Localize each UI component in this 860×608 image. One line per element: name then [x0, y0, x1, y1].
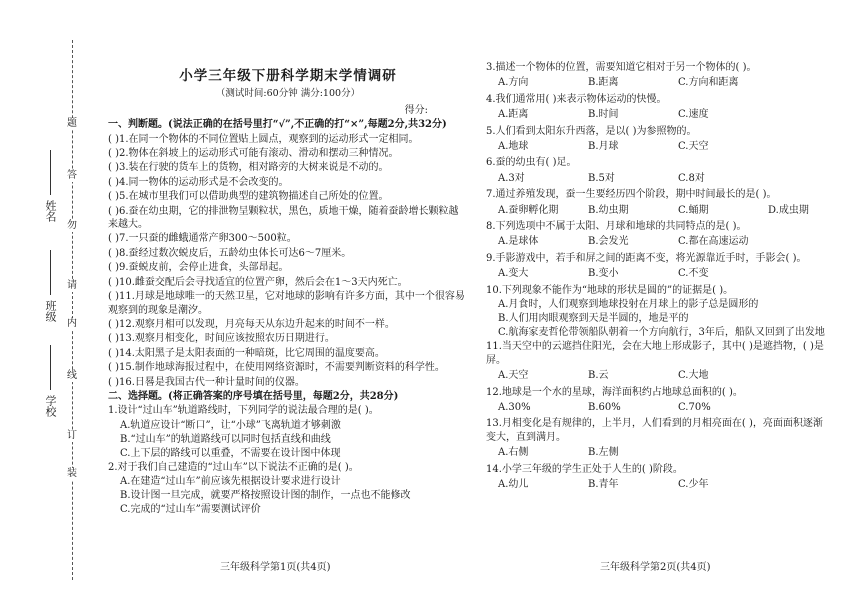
question-5-options	[486, 140, 831, 153]
option: A.距离	[498, 109, 529, 121]
tf-item: ( )9.蚕蜕皮前，会停止进食，头部昂起。	[108, 262, 289, 274]
right-page	[486, 60, 831, 494]
option: B.月球	[588, 141, 619, 153]
class-field-line[interactable]	[50, 250, 51, 295]
tf-item: ( )3.装在行驶的货车上的货物，相对路旁的大树来说是不动的。	[108, 162, 389, 174]
option: C.8对	[678, 172, 705, 184]
question-12: 12.地球是一个水的星球，海洋面积约占地球总面积的( )。	[486, 386, 743, 398]
question-1-option-c: C.上下层的路线可以重叠，不需要在设计图中体现	[120, 447, 341, 459]
option: C.不变	[678, 268, 709, 280]
tf-item: ( )12.观察月相可以发现，月亮每天从东边升起来的时间不一样。	[108, 318, 395, 330]
name-field-line[interactable]	[50, 150, 51, 195]
question-7: 7.通过养殖发现，蚕一生要经历四个阶段，期中时间最长的是( )。	[486, 189, 777, 201]
school-field-line[interactable]	[50, 345, 51, 390]
section1-heading: 一、判断题。(说法正确的在括号里打“√”,不正确的打“×”,每题2分,共32分)	[108, 119, 447, 131]
option: C.方向和距离	[678, 77, 739, 89]
option: B.青年	[588, 478, 619, 490]
tf-item: ( )13.观察月相变化，时间应该按照农历日期进行。	[108, 333, 335, 345]
tf-item: ( )1.在同一个物体的不同位置贴上圆点，观察到的运动形式一定相同。	[108, 133, 419, 145]
class-field-label: 班级	[44, 300, 57, 322]
question-12-options	[486, 401, 831, 414]
true-false-list	[108, 133, 468, 389]
binding-char: 线	[67, 370, 77, 381]
page-footer-right: 三年级科学第2页(共4页)	[600, 562, 711, 573]
option: C.都在高速运动	[678, 236, 749, 248]
tf-item: ( )14.太阳黑子是太阳表面的一种暗斑，比它周围的温度要高。	[108, 347, 385, 359]
tf-item: ( )4.同一物体的运动形式是不会改变的。	[108, 176, 289, 188]
option: A.幼儿	[498, 478, 529, 490]
binding-char: 题	[67, 118, 77, 129]
option: A.蚕卵孵化期	[498, 204, 559, 216]
section2-heading: 二、选择题。(将正确答案的序号填在括号里，每题2分，共28分)	[108, 390, 399, 402]
tf-item: ( )6.蚕在幼虫期，它的排泄物呈颗粒状，黑色，质地干燥，随着蚕龄增长颗粒越来越大。	[108, 205, 459, 231]
binding-char: 内	[67, 318, 77, 329]
option: C.少年	[678, 478, 709, 490]
binding-char: 勿	[67, 220, 77, 231]
tf-item: ( )8.蚕经过数次蜕皮后，五龄幼虫体长可达6～7厘米。	[108, 247, 352, 259]
page-footer-left: 三年级科学第1页(共4页)	[220, 562, 331, 573]
question-10-option-b: B.人们用肉眼观察到天是半圆的，地是平的	[498, 313, 689, 324]
question-10-option-a: A.月食时，人们观察到地球投射在月球上的影子总是圆形的	[498, 299, 759, 311]
option: C.蛹期	[678, 204, 709, 216]
option: A.天空	[498, 370, 529, 382]
option: B.60%	[588, 401, 621, 413]
tf-item: ( )7.一只蚕的雌蛾通常产卵300～500粒。	[108, 233, 297, 245]
question-13: 13.月相变化是有规律的，上半月，人们看到的月相亮面在( )，亮面面积逐渐变大，直到满月。	[486, 418, 823, 443]
question-2-option-a: A.在建造“过山车”前应该先根据设计要求进行设计	[120, 476, 341, 488]
question-1: 1.设计“过山车”轨道路线时，下列同学的说法最合理的是( )。	[108, 405, 379, 417]
exam-title: 小学三年级下册科学期末学情调研	[179, 68, 397, 84]
question-1-option-a: A.轨道应设计“断口”，让“小球”飞离轨道才够刺激	[120, 419, 341, 431]
name-field-label: 姓名	[44, 200, 57, 222]
tf-item: ( )16.日晷是我国古代一种计量时间的仪器。	[108, 376, 305, 388]
question-6: 6.蚕的幼虫有( )足。	[486, 157, 577, 169]
option: A.变大	[498, 268, 529, 280]
option: C.速度	[678, 109, 709, 121]
question-2-option-c: C.完成的“过山车”需要测试评价	[120, 504, 261, 516]
question-5: 5.人们看到太阳东升西落，是以( )为参照物的。	[486, 125, 697, 137]
question-2-option-b: B.设计图一旦完成，就要严格按照设计图的制作，一点也不能修改	[120, 490, 411, 502]
tf-item: ( )10.雌蚕交配后会寻找适宜的位置产卵，然后会在1～3天内死亡。	[108, 276, 408, 288]
option: B.距离	[588, 77, 619, 89]
question-11-options	[486, 369, 831, 382]
option: B.左侧	[588, 447, 619, 459]
question-6-options	[486, 172, 831, 185]
option: B.幼虫期	[588, 204, 629, 216]
binding-char: 装	[67, 468, 77, 479]
option: C.大地	[678, 370, 709, 382]
binding-margin	[0, 0, 105, 608]
question-7-options	[486, 204, 831, 217]
binding-char: 请	[67, 280, 77, 291]
binding-char: 订	[67, 430, 77, 441]
option: A.30%	[498, 401, 531, 413]
option: C.天空	[678, 141, 709, 153]
option: B.5对	[588, 172, 615, 184]
option: A.是球体	[498, 236, 539, 248]
question-9-options	[486, 267, 831, 280]
option: D.成虫期	[768, 204, 809, 216]
tf-item: ( )15.制作地球海报过程中，在使用网络资源时，不需要判断资料的科学性。	[108, 362, 445, 374]
question-4-options	[486, 108, 831, 121]
question-8-options	[486, 235, 831, 248]
option: B.云	[588, 370, 609, 382]
question-10: 10.下列现象不能作为“地球的形状是圆的”的证据是( )。	[486, 284, 734, 296]
question-9: 9.手影游戏中，若手和屏之间的距离不变，将光源靠近手时，手影会( )。	[486, 252, 807, 264]
question-14-options	[486, 478, 831, 491]
option: B.变小	[588, 268, 619, 280]
binding-char: 答	[67, 170, 77, 181]
score-label: 得分:	[404, 104, 428, 116]
option: C.70%	[678, 401, 711, 413]
school-field-label: 学校	[44, 395, 57, 417]
option: B.会发光	[588, 236, 629, 248]
option: A.地球	[498, 141, 529, 153]
left-page	[108, 58, 468, 517]
tf-item: ( )2.物体在斜坡上的运动形式可能有滚动、滑动和摆动三种情况。	[108, 148, 399, 160]
question-10-option-c: C.航海家麦哲伦带领船队朝着一个方向航行，3年后，船队又回到了出发地	[498, 326, 825, 338]
question-3-options	[486, 76, 831, 89]
question-14: 14.小学三年级的学生正处于人生的( )阶段。	[486, 463, 683, 475]
exam-subtitle: （测试时间:60分钟 满分:100分）	[215, 88, 361, 100]
question-2: 2.对于我们自己建造的“过山车”以下说法不正确的是( )。	[108, 461, 359, 473]
question-11: 11.当天空中的云遮挡住阳光，会在大地上形成影子，其中( )是遮挡物，( )是屏。	[486, 341, 824, 366]
question-3: 3.描述一个物体的位置，需要知道它相对于另一个物体的( )。	[486, 62, 757, 73]
question-1-option-b: B.“过山车”的轨道路线可以同时包括直线和曲线	[120, 433, 331, 445]
option: B.时间	[588, 109, 619, 121]
question-13-options	[486, 446, 831, 459]
tf-item: ( )5.在城市里我们可以借助典型的建筑物描述自己所处的位置。	[108, 191, 389, 203]
option: A.3对	[498, 172, 525, 184]
option: A.方向	[498, 77, 529, 89]
option: A.右侧	[498, 447, 529, 459]
tf-item: ( )11.月球是地球唯一的天然卫星，它对地球的影响有许多方面，其中一个很容易观察到的现象是潮汐。	[108, 291, 465, 316]
question-8: 8.下列选项中不属于太阳、月球和地球的共同特点的是( )。	[486, 221, 747, 233]
question-4: 4.我们通常用( )来表示物体运动的快慢。	[486, 93, 667, 105]
